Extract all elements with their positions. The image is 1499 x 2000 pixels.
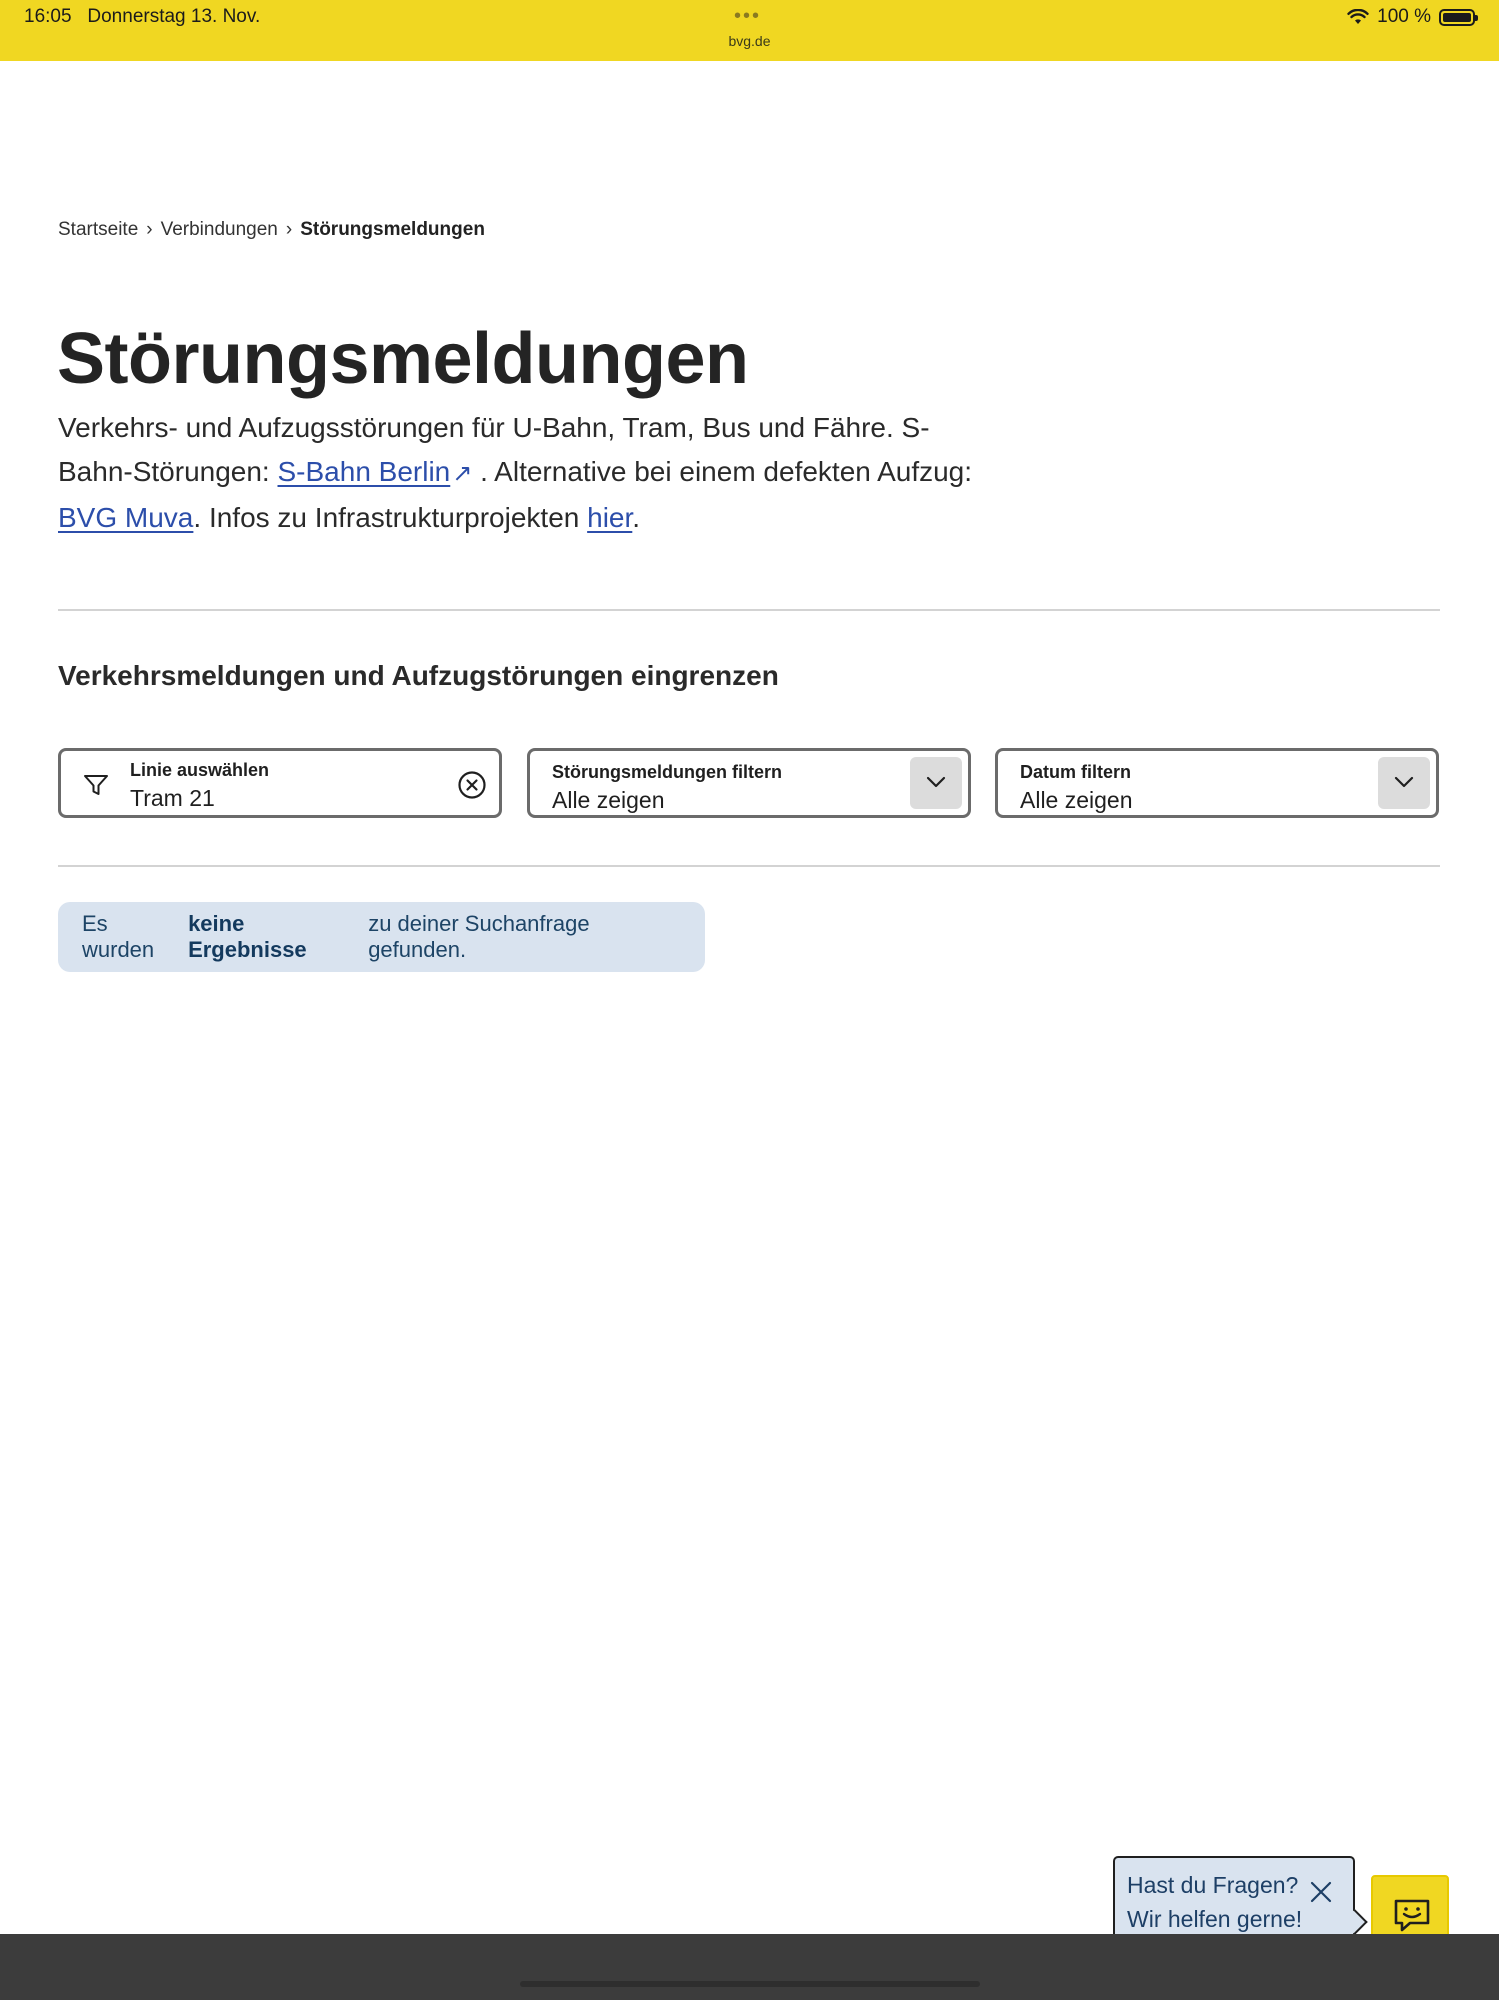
chat-prompt-line2: Wir helfen gerne! [1127,1906,1303,1932]
wifi-icon [1347,9,1369,25]
footer-bar [0,1934,1499,2000]
disruption-filter-value: Alle zeigen [552,787,665,813]
intro-text: Verkehrs- und Aufzugsstörungen für U-Bahn, Tram, Bus und Fähre. S-Bahn-Störungen: S-Bahn Berlin↗ . Alternative bei einem defekten Aufzug: BVG Muva. Infos zu Infrastrukturprojekten hier. [58,412,973,533]
clear-icon[interactable] [457,770,487,800]
status-bar [0,0,1499,61]
sbahn-berlin-link[interactable]: S-Bahn Berlin [277,456,451,487]
breadcrumb [58,219,485,241]
line-select-value: Tram 21 [130,785,215,811]
disruption-dropdown-button[interactable] [910,757,962,809]
breadcrumb-startseite[interactable]: Startseite [58,219,139,240]
line-select-field[interactable] [58,748,502,818]
chat-prompt-line1: Hast du Fragen? [1127,1872,1299,1898]
disruption-filter-dropdown[interactable] [527,748,971,818]
no-results-notice: Es wurden keine Ergebnisse zu deiner Suchanfrage gefunden. [58,902,705,972]
breadcrumb-current: Störungsmeldungen [300,219,485,240]
status-time-date [24,6,260,28]
breadcrumb-separator: › [146,219,153,240]
line-select-label: Linie auswählen [130,760,270,780]
date-dropdown-button[interactable] [1378,757,1430,809]
page-title: Störungsmeldungen [57,319,749,399]
date-filter-dropdown[interactable] [995,748,1439,818]
filter-heading: Verkehrsmeldungen und Aufzugstörungen eingrenzen [58,660,779,691]
date-filter-label: Datum filtern [1020,762,1132,782]
divider [58,865,1440,867]
infrastructure-link[interactable]: hier [587,502,633,533]
status-time: 16:05 [24,6,72,27]
bvg-muva-link[interactable]: BVG Muva [58,502,194,533]
close-icon[interactable] [1309,1880,1333,1904]
home-indicator[interactable] [520,1981,980,1987]
chevron-down-icon [1393,774,1415,790]
battery-icon [1439,9,1475,26]
address-url[interactable]: bvg.de [728,33,771,49]
filter-icon [83,773,109,797]
date-filter-value: Alle zeigen [1020,787,1133,813]
status-right [1347,6,1475,28]
breadcrumb-separator: › [285,219,293,240]
divider [58,609,1440,611]
chevron-down-icon [925,774,947,790]
more-dots-icon[interactable]: ••• [734,5,762,27]
chat-icon [1392,1897,1432,1935]
status-date: Donnerstag 13. Nov. [87,6,261,27]
disruption-filter-label: Störungsmeldungen filtern [552,762,783,782]
battery-percent: 100 % [1377,6,1431,27]
external-link-icon: ↗ [452,460,473,487]
breadcrumb-verbindungen[interactable]: Verbindungen [160,219,278,240]
